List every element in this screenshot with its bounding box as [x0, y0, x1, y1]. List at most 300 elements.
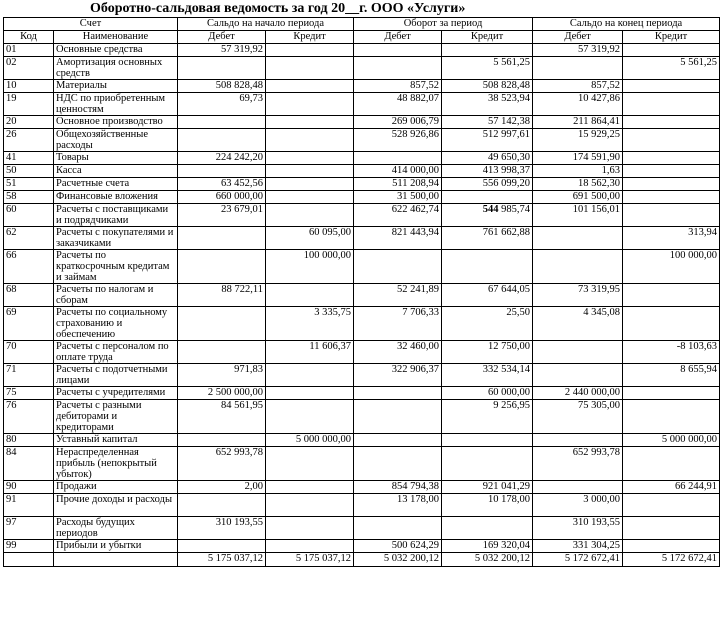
account-code: 70	[6, 341, 17, 352]
opening-debit-cell	[178, 204, 266, 227]
account-name: Расчеты с разными дебиторами и кредиторами	[56, 400, 142, 433]
account-name: Расчеты по краткосрочным кредитам и займам	[56, 250, 170, 283]
account-code: 80	[6, 434, 17, 445]
closing-debit: 211 864,41	[573, 116, 621, 127]
opening-debit-cell	[178, 80, 266, 93]
table-row	[4, 204, 720, 227]
table-row	[4, 165, 720, 178]
account-name: Финансовые вложения	[56, 191, 158, 202]
account-code: 97	[6, 517, 17, 528]
account-name-cell	[54, 44, 178, 57]
turnover-debit: 500 624,29	[391, 540, 440, 551]
opening-debit-cell	[178, 227, 266, 250]
opening-debit: 652 993,78	[215, 447, 263, 458]
table-row	[4, 387, 720, 400]
account-code-cell	[4, 400, 54, 434]
turnover-credit-cell	[442, 116, 533, 129]
closing-credit-cell	[623, 165, 720, 178]
closing-debit: 3 000,00	[583, 494, 621, 505]
total-opening-debit: 5 175 037,12	[178, 553, 266, 567]
account-code: 20	[6, 116, 17, 127]
turnover-credit-cell	[442, 517, 533, 540]
account-name-cell	[54, 400, 178, 434]
turnover-debit-cell	[354, 129, 442, 152]
opening-credit: 60 095,00	[309, 227, 352, 238]
table-row	[4, 57, 720, 80]
account-code: 99	[6, 540, 17, 551]
opening-credit-cell	[266, 80, 354, 93]
account-name-cell	[54, 447, 178, 481]
table-row	[4, 307, 720, 341]
opening-credit-cell	[266, 387, 354, 400]
turnover-credit: 57 142,38	[488, 116, 531, 127]
turnover-debit: 7 706,33	[402, 307, 440, 318]
account-code-cell	[4, 494, 54, 517]
opening-credit-cell	[266, 93, 354, 116]
account-name-cell	[54, 481, 178, 494]
header-code: Код	[4, 31, 54, 44]
table-row	[4, 227, 720, 250]
header-name: Наименование	[54, 31, 178, 44]
turnover-credit-cell	[442, 178, 533, 191]
turnover-credit-cell	[442, 152, 533, 165]
opening-debit: 310 193,55	[215, 517, 263, 528]
closing-debit-cell	[533, 387, 623, 400]
account-name-cell	[54, 434, 178, 447]
turnover-credit-cell	[442, 481, 533, 494]
total-closing-credit: 5 172 672,41	[623, 553, 720, 567]
closing-credit-cell	[623, 116, 720, 129]
turnover-debit: 857,52	[410, 80, 440, 91]
closing-debit-cell	[533, 250, 623, 284]
account-name: Расходы будущих периодов	[56, 517, 135, 539]
account-name-cell	[54, 152, 178, 165]
account-code-cell	[4, 129, 54, 152]
turnover-debit-cell	[354, 400, 442, 434]
opening-credit-cell	[266, 434, 354, 447]
opening-debit: 2 500 000,00	[207, 387, 263, 398]
opening-debit: 84 561,95	[221, 400, 263, 411]
header-turnover-credit: Кредит	[442, 31, 533, 44]
turnover-debit: 821 443,94	[391, 227, 440, 238]
opening-debit-cell	[178, 178, 266, 191]
table-body	[4, 44, 720, 553]
closing-credit-cell	[623, 284, 720, 307]
closing-credit: 100 000,00	[669, 250, 718, 261]
turnover-credit: 5 561,25	[493, 57, 531, 68]
closing-credit-cell	[623, 191, 720, 204]
opening-credit: 100 000,00	[303, 250, 352, 261]
account-name-cell	[54, 250, 178, 284]
account-name: Прибыли и убытки	[56, 540, 142, 551]
closing-debit: 4 345,08	[583, 307, 621, 318]
account-name: Расчеты по налогам и сборам	[56, 284, 154, 306]
opening-debit-cell	[178, 364, 266, 387]
turnover-credit-cell	[442, 494, 533, 517]
turnover-debit-cell	[354, 494, 442, 517]
opening-credit-cell	[266, 204, 354, 227]
closing-debit: 101 156,01	[572, 204, 621, 215]
closing-credit-cell	[623, 129, 720, 152]
closing-debit-cell	[533, 447, 623, 481]
table-row	[4, 191, 720, 204]
closing-debit: 57 319,92	[578, 44, 621, 55]
opening-credit-cell	[266, 165, 354, 178]
turnover-debit-cell	[354, 93, 442, 116]
table-row	[4, 250, 720, 284]
closing-debit-cell	[533, 165, 623, 178]
closing-debit: 10 427,86	[578, 93, 621, 104]
account-name-cell	[54, 364, 178, 387]
account-code-cell	[4, 116, 54, 129]
turnover-credit-cell	[442, 307, 533, 341]
opening-debit-cell	[178, 129, 266, 152]
table-row	[4, 129, 720, 152]
closing-credit-cell	[623, 204, 720, 227]
table-row	[4, 80, 720, 93]
closing-credit-cell	[623, 80, 720, 93]
account-name: Общехозяйственные расходы	[56, 129, 148, 151]
turnover-debit: 528 926,86	[391, 129, 440, 140]
turnover-debit-cell	[354, 57, 442, 80]
closing-debit: 1,63	[601, 165, 621, 176]
account-code: 01	[6, 44, 17, 55]
total-turnover-credit: 5 032 200,12	[442, 553, 533, 567]
opening-debit-cell	[178, 116, 266, 129]
total-turnover-debit: 5 032 200,12	[354, 553, 442, 567]
turnover-debit: 322 906,37	[391, 364, 440, 375]
closing-credit: 8 655,94	[680, 364, 718, 375]
closing-debit-cell	[533, 178, 623, 191]
opening-debit-cell	[178, 517, 266, 540]
opening-debit-cell	[178, 447, 266, 481]
turnover-debit-cell	[354, 44, 442, 57]
closing-debit-cell	[533, 204, 623, 227]
turnover-debit-cell	[354, 434, 442, 447]
account-name-cell	[54, 227, 178, 250]
opening-credit-cell	[266, 307, 354, 341]
table-row	[4, 44, 720, 57]
account-code: 10	[6, 80, 17, 91]
closing-debit: 310 193,55	[572, 517, 621, 528]
header-opening-debit: Дебет	[178, 31, 266, 44]
account-code: 91	[6, 494, 17, 505]
turnover-balance-table	[3, 17, 720, 567]
turnover-debit: 13 178,00	[397, 494, 440, 505]
turnover-credit: 413 998,37	[482, 165, 531, 176]
account-name: Основные средства	[56, 44, 143, 55]
turnover-credit: 60 000,00	[488, 387, 531, 398]
turnover-debit-cell	[354, 165, 442, 178]
turnover-debit-cell	[354, 517, 442, 540]
turnover-credit: 9 256,95	[493, 400, 531, 411]
account-code-cell	[4, 540, 54, 553]
closing-credit: 313,94	[688, 227, 718, 238]
account-code: 60	[6, 204, 17, 215]
closing-credit-cell	[623, 341, 720, 364]
account-code-cell	[4, 307, 54, 341]
header-closing-credit: Кредит	[623, 31, 720, 44]
page-title	[0, 0, 723, 17]
account-name-cell	[54, 191, 178, 204]
opening-debit-cell	[178, 165, 266, 178]
table-row	[4, 540, 720, 553]
turnover-credit: 761 662,88	[482, 227, 531, 238]
turnover-credit-cell	[442, 93, 533, 116]
closing-credit-cell	[623, 364, 720, 387]
account-name-cell	[54, 165, 178, 178]
opening-debit: 57 319,92	[221, 44, 263, 55]
account-code-cell	[4, 227, 54, 250]
account-name: Материалы	[56, 80, 107, 91]
account-name: Расчеты с поставщиками и подрядчиками	[56, 204, 169, 226]
account-code: 76	[6, 400, 17, 411]
account-name: Расчеты по социальному страхованию и обеспечению	[56, 307, 168, 340]
account-code: 02	[6, 57, 17, 68]
account-name: Расчеты с персоналом по оплате труда	[56, 341, 169, 363]
opening-debit: 63 452,56	[221, 178, 263, 189]
opening-credit-cell	[266, 447, 354, 481]
closing-debit: 75 305,00	[578, 400, 621, 411]
turnover-debit-cell	[354, 307, 442, 341]
closing-debit-cell	[533, 494, 623, 517]
opening-credit-cell	[266, 341, 354, 364]
table-row	[4, 364, 720, 387]
opening-credit-cell	[266, 517, 354, 540]
account-code-cell	[4, 517, 54, 540]
account-code: 75	[6, 387, 17, 398]
turnover-debit-cell	[354, 116, 442, 129]
header-closing-balance: Сальдо на конец периода	[533, 18, 720, 31]
opening-credit: 11 606,37	[309, 341, 352, 352]
turnover-credit: 556 099,20	[482, 178, 531, 189]
turnover-credit: 508 828,48	[482, 80, 531, 91]
closing-debit-cell	[533, 540, 623, 553]
account-code: 50	[6, 165, 17, 176]
turnover-credit-cell	[442, 284, 533, 307]
account-name-cell	[54, 93, 178, 116]
turnover-debit-cell	[354, 540, 442, 553]
turnover-debit: 32 460,00	[397, 341, 440, 352]
account-code: 68	[6, 284, 17, 295]
closing-credit-cell	[623, 434, 720, 447]
closing-credit-cell	[623, 93, 720, 116]
account-name-cell	[54, 517, 178, 540]
header-turnover: Оборот за период	[354, 18, 533, 31]
turnover-debit: 48 882,07	[397, 93, 440, 104]
account-code-cell	[4, 44, 54, 57]
account-name: Товары	[56, 152, 89, 163]
turnover-credit: 12 750,00	[488, 341, 531, 352]
closing-debit-cell	[533, 93, 623, 116]
account-code: 71	[6, 364, 17, 375]
account-name: Касса	[56, 165, 82, 176]
closing-credit-cell	[623, 307, 720, 341]
closing-credit-cell	[623, 57, 720, 80]
account-name: НДС по приобретенным ценностям	[56, 93, 166, 115]
turnover-credit-cell	[442, 387, 533, 400]
turnover-debit-cell	[354, 447, 442, 481]
account-code-cell	[4, 341, 54, 364]
account-code-cell	[4, 165, 54, 178]
opening-credit-cell	[266, 400, 354, 434]
closing-debit-cell	[533, 364, 623, 387]
closing-debit: 857,52	[591, 80, 621, 91]
opening-credit-cell	[266, 178, 354, 191]
opening-credit-cell	[266, 191, 354, 204]
table-row	[4, 116, 720, 129]
closing-debit-cell	[533, 129, 623, 152]
account-name: Расчеты с учредителями	[56, 387, 166, 398]
closing-credit-cell	[623, 44, 720, 57]
closing-debit: 174 591,90	[572, 152, 621, 163]
turnover-credit: 38 523,94	[488, 93, 531, 104]
totals-row	[4, 553, 720, 567]
opening-debit: 660 000,00	[215, 191, 263, 202]
turnover-credit: 512 997,61	[482, 129, 531, 140]
account-name: Расчеты с покупателями и заказчиками	[56, 227, 174, 249]
opening-debit-cell	[178, 57, 266, 80]
opening-credit-cell	[266, 116, 354, 129]
opening-credit: 5 000 000,00	[295, 434, 352, 445]
opening-debit-cell	[178, 400, 266, 434]
closing-debit: 15 929,25	[578, 129, 621, 140]
turnover-debit-cell	[354, 387, 442, 400]
turnover-credit-cell	[442, 191, 533, 204]
opening-debit-cell	[178, 307, 266, 341]
account-code-cell	[4, 191, 54, 204]
closing-debit: 2 440 000,00	[564, 387, 621, 398]
table-row	[4, 400, 720, 434]
turnover-credit-cell	[442, 364, 533, 387]
totals-code-cell	[4, 553, 54, 567]
table-row	[4, 434, 720, 447]
closing-credit: 66 244,91	[675, 481, 718, 492]
table-row	[4, 152, 720, 165]
turnover-credit: 10 178,00	[488, 494, 531, 505]
account-name-cell	[54, 540, 178, 553]
turnover-credit-cell	[442, 204, 533, 227]
turnover-debit-cell	[354, 364, 442, 387]
opening-credit-cell	[266, 494, 354, 517]
opening-debit: 69,73	[239, 93, 263, 104]
account-name: Уставный капитал	[56, 434, 138, 445]
account-code-cell	[4, 387, 54, 400]
closing-debit-cell	[533, 341, 623, 364]
turnover-debit-cell	[354, 191, 442, 204]
account-code-cell	[4, 152, 54, 165]
opening-debit: 23 679,01	[221, 204, 263, 215]
opening-debit-cell	[178, 250, 266, 284]
turnover-credit: 921 041,29	[482, 481, 531, 492]
header-opening-credit: Кредит	[266, 31, 354, 44]
closing-debit: 691 500,00	[572, 191, 621, 202]
closing-debit-cell	[533, 191, 623, 204]
closing-credit: 5 561,25	[680, 57, 718, 68]
opening-debit-cell	[178, 93, 266, 116]
account-code-cell	[4, 204, 54, 227]
opening-credit-cell	[266, 129, 354, 152]
table-row	[4, 93, 720, 116]
turnover-credit: 67 644,05	[488, 284, 531, 295]
closing-credit-cell	[623, 447, 720, 481]
turnover-credit-cell	[442, 447, 533, 481]
header-opening-balance: Сальдо на начало периода	[178, 18, 354, 31]
opening-debit: 224 242,20	[215, 152, 263, 163]
account-code: 26	[6, 129, 17, 140]
opening-credit-cell	[266, 57, 354, 80]
closing-credit-cell	[623, 387, 720, 400]
account-code-cell	[4, 57, 54, 80]
account-name-cell	[54, 178, 178, 191]
opening-debit-cell	[178, 284, 266, 307]
turnover-debit: 854 794,38	[391, 481, 440, 492]
account-name-cell	[54, 494, 178, 517]
turnover-debit: 511 208,94	[392, 178, 440, 189]
closing-credit-cell	[623, 517, 720, 540]
account-name-cell	[54, 341, 178, 364]
opening-debit-cell	[178, 481, 266, 494]
opening-debit-cell	[178, 191, 266, 204]
turnover-debit: 269 006,79	[391, 116, 440, 127]
turnover-credit: 25,50	[506, 307, 531, 318]
table-row	[4, 494, 720, 517]
opening-debit-cell	[178, 152, 266, 165]
account-code: 90	[6, 481, 17, 492]
turnover-credit-cell	[442, 129, 533, 152]
opening-debit-cell	[178, 387, 266, 400]
turnover-debit-cell	[354, 341, 442, 364]
account-code-cell	[4, 80, 54, 93]
account-code: 58	[6, 191, 17, 202]
closing-debit: 652 993,78	[572, 447, 621, 458]
turnover-debit-cell	[354, 204, 442, 227]
closing-credit-cell	[623, 178, 720, 191]
account-code: 66	[6, 250, 17, 261]
closing-debit-cell	[533, 80, 623, 93]
header-account: Счет	[4, 18, 178, 31]
total-opening-credit: 5 175 037,12	[266, 553, 354, 567]
turnover-credit-cell	[442, 434, 533, 447]
turnover-debit-cell	[354, 80, 442, 93]
account-name-cell	[54, 57, 178, 80]
account-name: Расчетные счета	[56, 178, 130, 189]
account-name: Прочие доходы и расходы	[56, 494, 173, 505]
opening-debit: 88 722,11	[221, 284, 263, 295]
emphasized-digits: 544	[482, 204, 499, 215]
closing-credit-cell	[623, 152, 720, 165]
account-name-cell	[54, 307, 178, 341]
closing-debit-cell	[533, 517, 623, 540]
opening-credit-cell	[266, 152, 354, 165]
opening-debit-cell	[178, 341, 266, 364]
account-code-cell	[4, 178, 54, 191]
account-name-cell	[54, 204, 178, 227]
account-code-cell	[4, 250, 54, 284]
closing-debit-cell	[533, 116, 623, 129]
turnover-credit-cell	[442, 540, 533, 553]
turnover-debit: 31 500,00	[397, 191, 440, 202]
turnover-debit-cell	[354, 227, 442, 250]
account-code: 69	[6, 307, 17, 318]
turnover-debit: 622 462,74	[391, 204, 440, 215]
account-name: Амортизация основных средств	[56, 57, 163, 79]
account-name-cell	[54, 284, 178, 307]
table-row	[4, 341, 720, 364]
closing-credit: -8 103,63	[676, 341, 718, 352]
opening-credit-cell	[266, 481, 354, 494]
turnover-credit-cell	[442, 250, 533, 284]
